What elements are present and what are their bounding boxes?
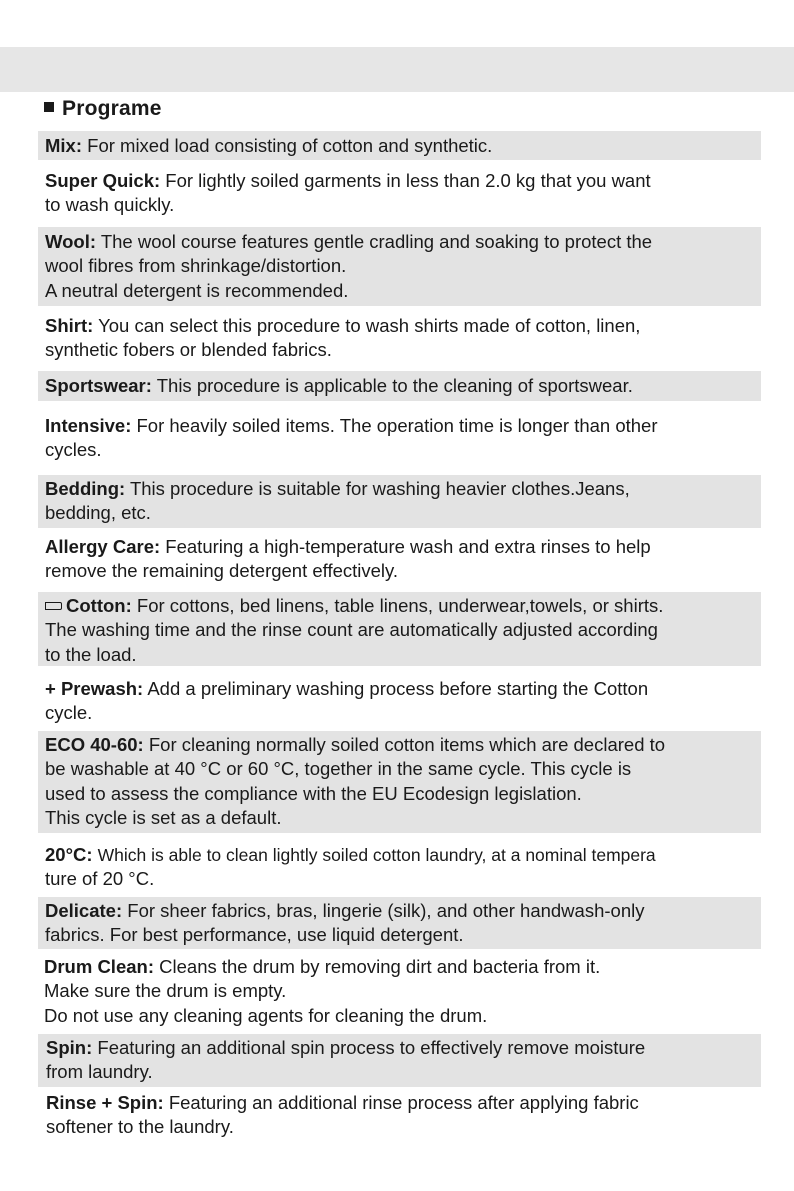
program-super-quick [45, 169, 757, 218]
program-desc: For cottons, bed linens, table linens, underwear,towels, or shirts. [136, 595, 664, 616]
program-bedding [45, 477, 757, 526]
program-desc: For cleaning normally soiled cotton items which are declared to [148, 734, 666, 755]
program-name: Wool: [45, 231, 97, 252]
program-name: Rinse + Spin: [46, 1092, 164, 1113]
section-title: Programe [62, 97, 162, 120]
program-cotton [45, 594, 757, 667]
program-name: Delicate: [45, 900, 123, 921]
program-desc: This procedure is applicable to the cleaning of sportswear. [156, 375, 633, 396]
program-desc: be washable at 40 °C or 60 °C, together in the same cycle. This cycle is [45, 758, 632, 780]
program-name: Mix: [45, 135, 82, 156]
program-name: Allergy Care: [45, 536, 161, 557]
program-desc: Cleans the drum by removing dirt and bacteria from it. [159, 956, 601, 977]
program-desc: You can select this procedure to wash shirts made of cotton, linen, [98, 315, 641, 336]
program-delicate [45, 899, 757, 948]
program-desc: This procedure is suitable for washing heavier clothes.Jeans, [129, 478, 630, 499]
program-desc: ture of 20 °C. [45, 868, 155, 890]
program-desc: cycle. [45, 702, 93, 724]
program-sportswear [45, 374, 757, 398]
program-desc: fabrics. For best performance, use liquid detergent. [45, 924, 464, 946]
program-desc: cycles. [45, 439, 102, 461]
program-rinse-spin [46, 1091, 758, 1140]
program-desc: The wool course features gentle cradling and soaking to protect the [100, 231, 653, 252]
square-bullet-icon [44, 102, 54, 112]
program-desc: Which is able to clean lightly soiled cotton laundry, at a nominal tempera [97, 845, 656, 865]
program-desc: used to assess the compliance with the EU Ecodesign legislation. [45, 782, 582, 804]
program-intensive [45, 414, 757, 463]
program-desc: bedding, etc. [45, 502, 151, 524]
program-desc: This cycle is set as a default. [45, 806, 282, 828]
program-name: Drum Clean: [44, 956, 154, 977]
program-eco-40-60 [45, 733, 757, 830]
program-desc: from laundry. [46, 1061, 153, 1083]
program-allergy-care [45, 535, 757, 584]
section-heading [44, 97, 162, 121]
program-name: Cotton: [66, 595, 132, 616]
cotton-icon [45, 602, 62, 610]
program-desc: For heavily soiled items. The operation time is longer than other [136, 415, 658, 436]
program-name: Sportswear: [45, 375, 152, 396]
program-name: Super Quick: [45, 170, 161, 191]
program-desc: The washing time and the rinse count are automatically adjusted according [45, 619, 658, 641]
program-desc: Featuring a high-temperature wash and extra rinses to help [165, 536, 651, 557]
program-prewash [45, 677, 757, 726]
program-desc: Featuring an additional spin process to effectively remove moisture [97, 1037, 646, 1058]
program-desc: to wash quickly. [45, 194, 175, 216]
program-name: Spin: [46, 1037, 93, 1058]
program-name: + Prewash: [45, 678, 144, 699]
program-shirt [45, 314, 757, 363]
program-desc: remove the remaining detergent effectively. [45, 560, 399, 582]
program-name: Bedding: [45, 478, 126, 499]
program-desc: to the load. [45, 643, 137, 665]
program-drum-clean [44, 955, 756, 1028]
program-desc: softener to the laundry. [46, 1116, 234, 1138]
program-name: Intensive: [45, 415, 132, 436]
program-desc: wool fibres from shrinkage/distortion. [45, 255, 347, 277]
header-bar [0, 47, 794, 92]
program-name: ECO 40-60: [45, 734, 144, 755]
program-desc: Do not use any cleaning agents for cleaning the drum. [44, 1004, 488, 1026]
program-desc: Featuring an additional rinse process after applying fabric [168, 1092, 639, 1113]
program-spin [46, 1036, 758, 1085]
program-desc: A neutral detergent is recommended. [45, 279, 349, 301]
program-name: Shirt: [45, 315, 94, 336]
program-mix [45, 134, 757, 158]
program-name: 20°C: [45, 844, 93, 865]
program-wool [45, 230, 757, 303]
program-20c [45, 843, 757, 892]
program-desc: Make sure the drum is empty. [44, 980, 287, 1002]
program-desc: For lightly soiled garments in less than 2.0 kg that you want [165, 170, 651, 191]
program-desc: For mixed load consisting of cotton and synthetic. [87, 135, 493, 156]
program-desc: synthetic fobers or blended fabrics. [45, 339, 332, 361]
program-desc: For sheer fabrics, bras, lingerie (silk), and other handwash-only [127, 900, 645, 921]
program-desc: Add a preliminary washing process before starting the Cotton [147, 678, 649, 699]
